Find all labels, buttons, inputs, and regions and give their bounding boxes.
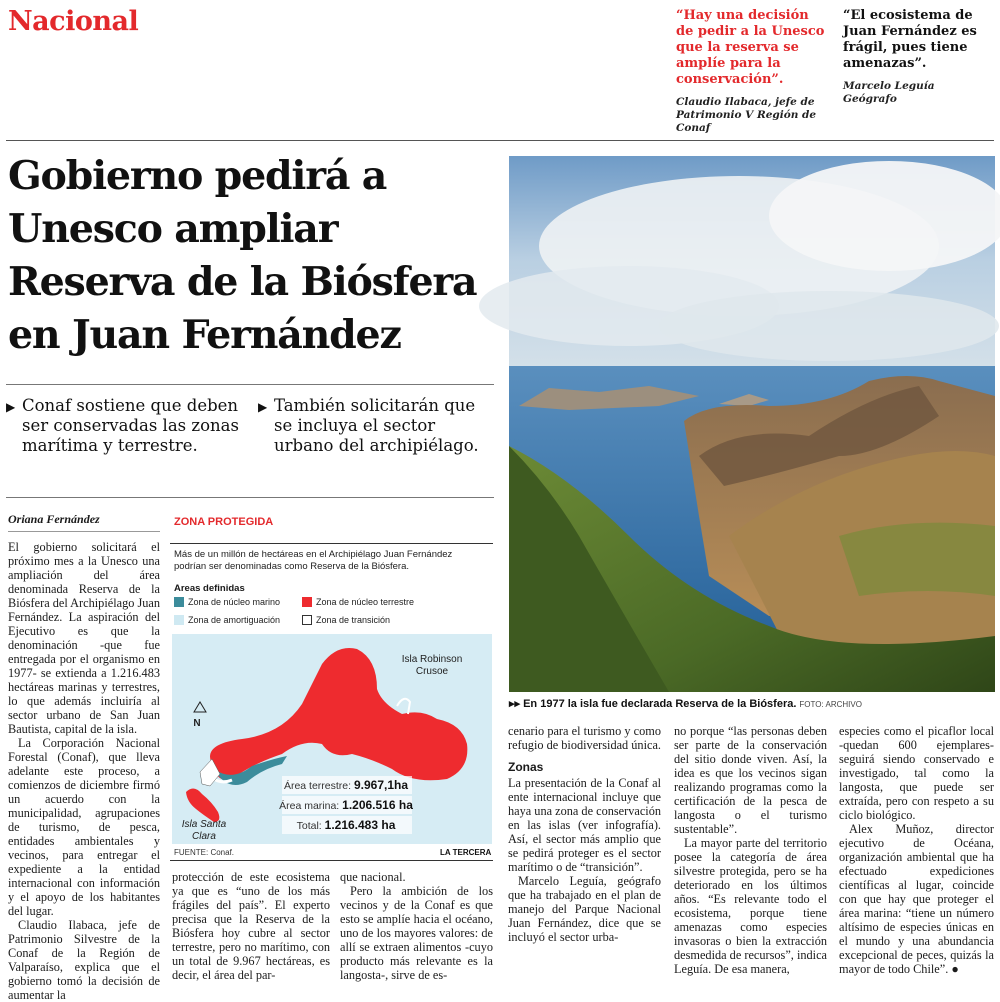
pull-quote-leguia [843, 8, 993, 106]
photo-credit: FOTO: ARCHIVO [799, 700, 862, 709]
infographic-title: ZONA PROTEGIDA [174, 516, 274, 528]
legend-item: Zona de amortiguación [174, 615, 280, 625]
legend-swatch [174, 615, 184, 625]
paragraph: Claudio Ilabaca, jefe de Patrimonio Silvestre de la Conaf de la Región de Valparaíso, explica que el gobierno tomó la decisión de aumentar la [8, 918, 160, 1002]
byline-divider [8, 531, 160, 532]
caption-text: ▸▸ En 1977 la isla fue declarada Reserva de la Biósfera. [509, 698, 797, 710]
label-santa-clara: Isla Santa Clara [181, 819, 227, 842]
paragraph: que nacional. [340, 870, 406, 884]
infographic-source: FUENTE: Conaf. [174, 848, 235, 857]
triangle-bullet-icon: ▶ [258, 400, 268, 414]
body-column-1 [8, 540, 160, 1002]
legend-swatch [174, 597, 184, 607]
summary-bullet-2: ▶ También solicitarán que se incluya el sector urbano del archipiélago. [258, 396, 479, 455]
quote-text: “El ecosistema de Juan Fernández es frágil, pues tiene amenazas”. [843, 8, 977, 71]
infographic-description: Más de un millón de hectáreas en el Archipiélago Juan Fernández podrían ser denominadas como Reserva de la Biósfera. [174, 549, 453, 572]
paragraph: La mayor parte del territorio posee la categoría de área silvestre protegida, pero se ha deteriorado en los últimos años. “Es relevante todo el ecosistema, porque tiene amenazas como especies invasoras o bien la extracción desmedida de recursos”, indica Leguía. De esa manera, [674, 836, 827, 976]
pull-quote-ilabaca [676, 8, 826, 135]
label-robinson-crusoe: Isla Robinson Crusoe [401, 654, 463, 677]
legend-item: Zona de transición [302, 615, 390, 625]
paragraph: La Corporación Nacional Forestal (Conaf), que lleva adelante este proceso, a comienzos de diciembre firmó un acuerdo con la municipalidad, agrupaciones de turismo, de pesca, entidades ambientales y vecinos, para entregar el expediente a la entidad internacional con información y el apoyo de los habitantes del lugar. [8, 736, 160, 918]
headline-divider [6, 384, 494, 385]
stat-land-area: Área terrestre: 9.967,1ha [283, 778, 409, 792]
triangle-bullet-icon: ▶ [6, 400, 16, 414]
quote-text: “Hay una decisión de pedir a la Unesco que la reserva se amplíe para la conservación”. [676, 8, 825, 87]
body-column-4 [508, 724, 661, 944]
headline: Gobierno pedirá a Unesco ampliar Reserva de la Biósfera en Juan Fernández [8, 153, 477, 358]
subheading-zonas: Zonas [508, 760, 544, 774]
byline: Oriana Fernández [8, 512, 100, 526]
body-column-5 [674, 724, 827, 976]
paragraph: protección de este ecosistema ya que es “uno de los más frágiles del país”. El experto precisa que la Reserva de la Biósfera hoy cubre al sector terrestre, pero no marítimo, con un total de 9.967 hectáreas, es decir, el área del par- [172, 870, 330, 982]
landscape-image [509, 156, 995, 692]
paragraph: cenario para el turismo y como refugio de biodiversidad única. [508, 724, 661, 752]
bullets-divider [6, 497, 494, 498]
legend-item: Zona de núcleo marino [174, 597, 280, 607]
paragraph: no porque “las personas deben ser parte de la conservación del sitio donde viven. Así, la idea es que los vecinos sigan realizando programas como la certificación de la pesca de langosta o el turismo sustentable”. [674, 724, 827, 836]
stat-marine-area: Área marina: 1.206.516 ha [279, 798, 413, 812]
stat-total-area: Total: 1.216.483 ha [296, 818, 396, 832]
quote-attribution [676, 96, 826, 135]
summary-bullet-1: ▶ Conaf sostiene que deben ser conservadas las zonas marítima y terrestre. [6, 396, 239, 455]
header-divider [6, 140, 994, 141]
north-arrow-icon: N [193, 718, 201, 729]
paragraph: Pero la ambición de los vecinos y de la Conaf es que esto se amplíe hacia el océano, uno de los mayores valores: de allí se extraen alimentos -cuyo producto más relevante es la langosta-, sirve de es- [340, 884, 493, 982]
legend-item: Zona de núcleo terrestre [302, 597, 414, 607]
island-map [172, 634, 492, 844]
paragraph: especies como el picaflor local -quedan 600 ejemplares- seguirá siendo conservado e investigado, tal como la langosta, que puede ser extraída, pero con respeto a su ciclo biológico. [839, 724, 994, 822]
paragraph: El gobierno solicitará el próximo mes a la Unesco una ampliación del área denominada Reserva de la Biósfera del Archipiélago Juan Fernández. La aspiración del Ejecutivo es que la denominación -que fue entregada por el organismo en 1977- se extienda a 1.216.483 hectáreas marinas y terrestres, lo que además incluiría al sector urbano de San Juan Bautista, capital de la isla. [8, 540, 160, 736]
legend-swatch [302, 615, 312, 625]
island-photo [509, 156, 995, 692]
section-title: Nacional [8, 6, 139, 37]
quote-attribution [843, 80, 993, 106]
paragraph: La presentación de la Conaf al ente internacional incluye que haya una zona de conservación en las islas (ver infografía). Así, el sector más amplio que se pedirá proteger es el sector marítimo o de “transición”. [508, 776, 661, 874]
body-column-6 [839, 724, 994, 976]
quote-author: Marcelo Leguía [843, 80, 935, 92]
body-column-2 [172, 870, 330, 982]
body-column-3 [340, 870, 493, 982]
legend-title: Areas definidas [174, 583, 245, 594]
infographic-top-rule [170, 543, 493, 544]
quote-role: jefe de Patrimonio V Región de Conaf [676, 96, 817, 134]
legend-swatch [302, 597, 312, 607]
paragraph: Marcelo Leguía, geógrafo que ha trabajado en el plan de manejo del Parque Nacional Juan Fernández, dice que se incluyó el sector urba- [508, 874, 661, 944]
infographic-bottom-rule [170, 860, 493, 861]
quote-author: Claudio Ilabaca, [676, 96, 772, 108]
quote-role: Geógrafo [843, 93, 897, 105]
infographic-brand: LA TERCERA [440, 848, 492, 857]
paragraph: Alex Muñoz, director ejecutivo de Océana, organización ambiental que ha efectuado expediciones científicas al lugar, coincide con que hay que proteger el área marina: “tiene un número altísimo de especies únicas en el mundo y una abundancia excepcional de peces, quizás la mayor de todo Chile”. ● [839, 822, 994, 976]
photo-caption [509, 697, 862, 710]
